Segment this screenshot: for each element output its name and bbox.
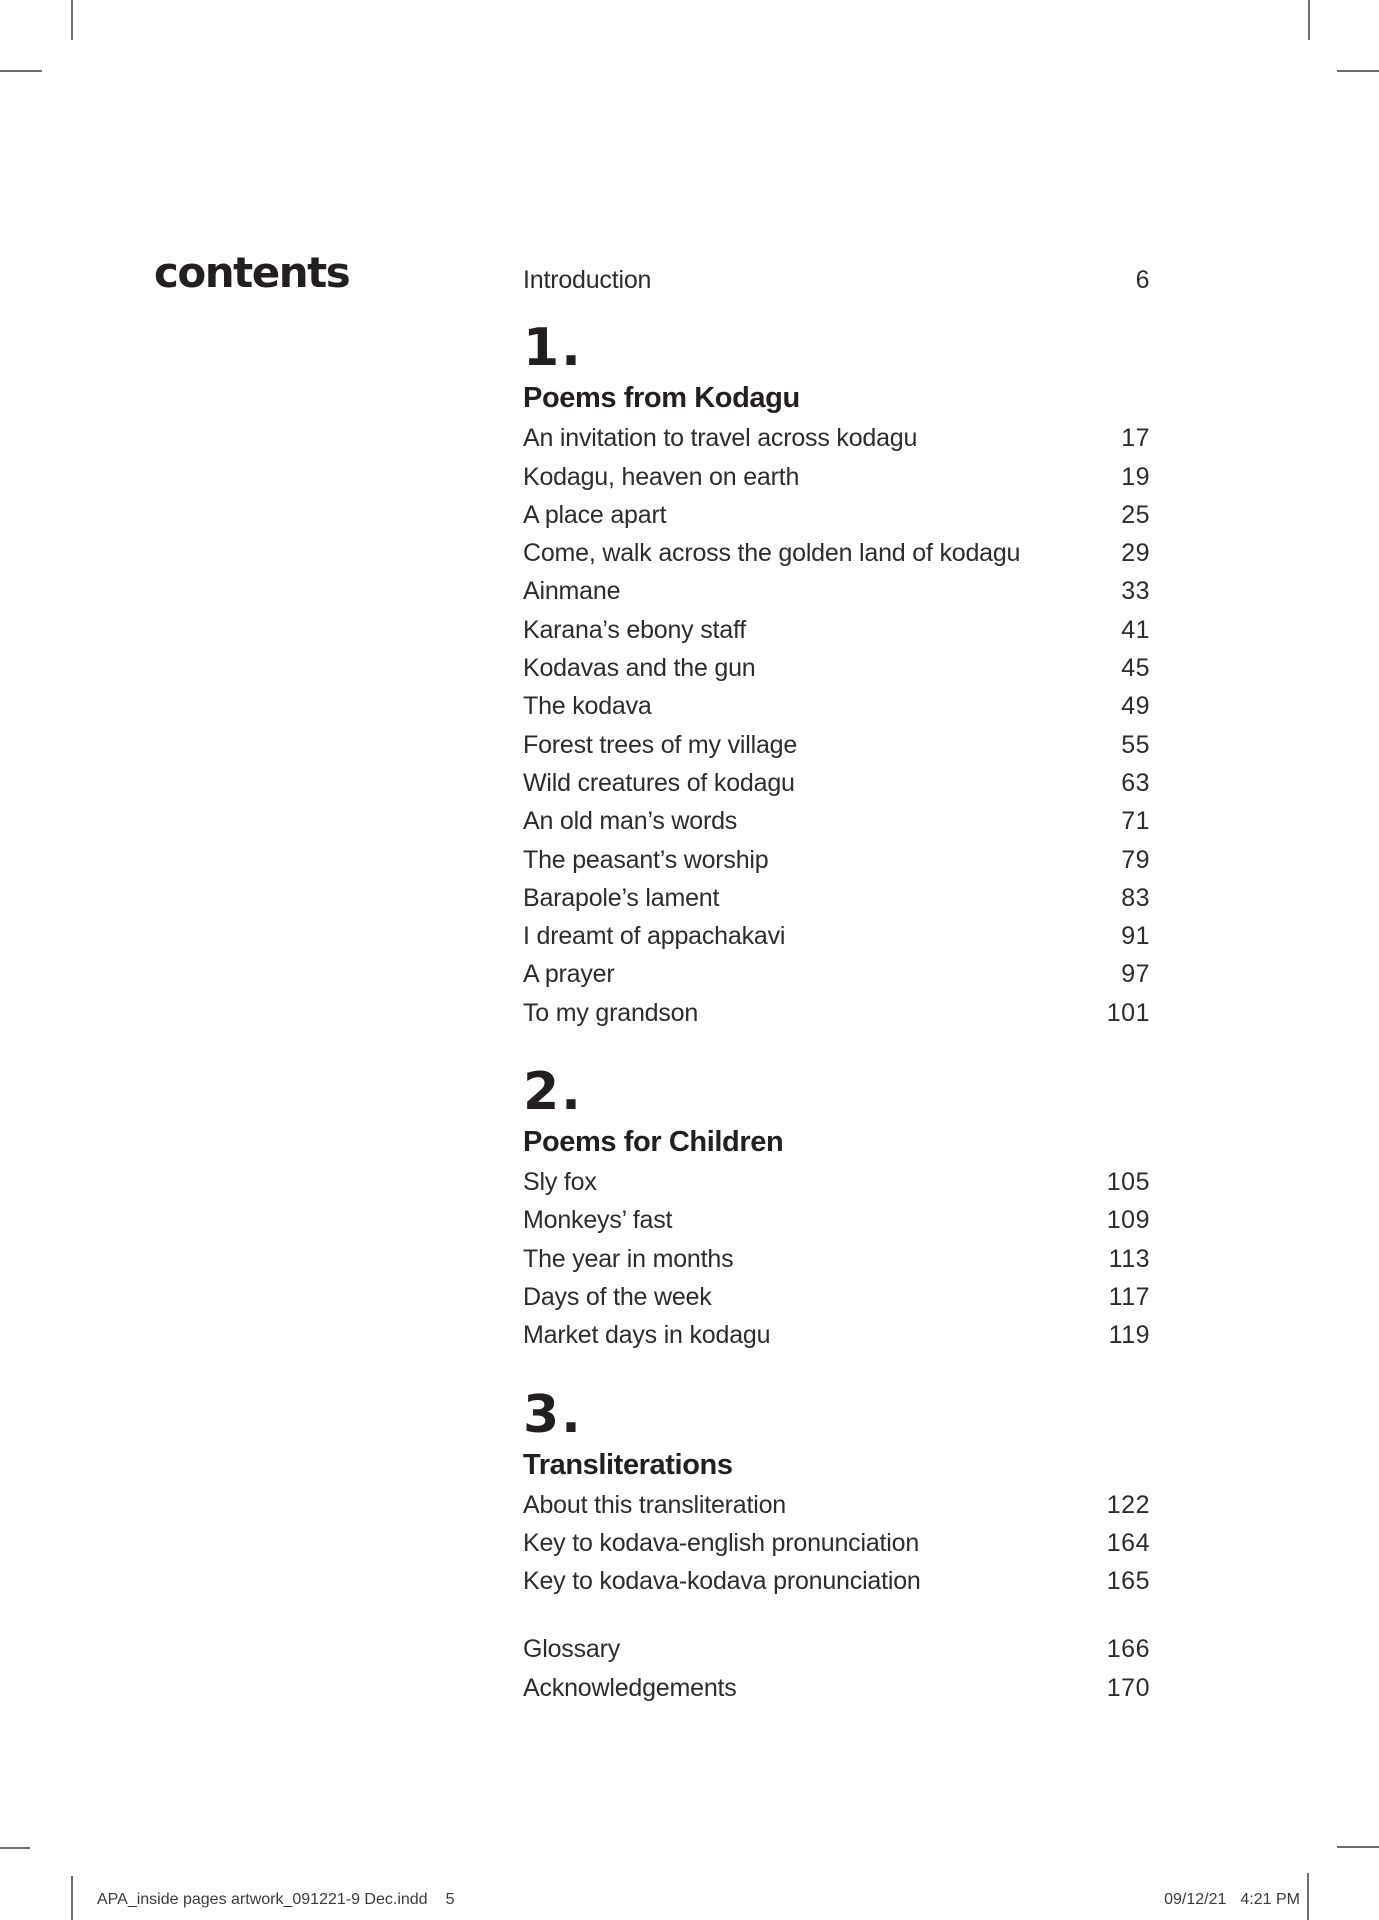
toc-entry-page: 71 (1121, 807, 1150, 836)
toc-entry-title: Sly fox (523, 1168, 597, 1197)
toc-entry-title: Karana’s ebony staff (523, 615, 747, 644)
toc-entry-title: The peasant’s worship (523, 845, 769, 874)
toc-entry (523, 1669, 1150, 1707)
toc-entry (523, 955, 1150, 993)
toc-entry (523, 458, 1150, 496)
toc-entry (523, 1278, 1150, 1316)
toc-entry-page: 165 (1106, 1567, 1150, 1596)
toc-column (523, 261, 1150, 1707)
toc-entry-page: 55 (1121, 730, 1150, 759)
crop-mark-bottom-left-vertical (71, 1876, 73, 1920)
slug-date: 09/12/21 (1164, 1891, 1227, 1908)
toc-entry-title: The year in months (523, 1244, 734, 1273)
toc-section (523, 1630, 1150, 1707)
toc-entry-title: To my grandson (523, 998, 699, 1027)
toc-section (523, 1062, 1150, 1354)
section-number: 3. (523, 1384, 583, 1445)
toc-entry-title: An invitation to travel across kodagu (523, 424, 918, 453)
toc-entry-page: 33 (1121, 577, 1150, 606)
toc-entry-page: 122 (1106, 1490, 1150, 1519)
section-title: Poems for Children (523, 1126, 784, 1159)
toc-entry-title: Glossary (523, 1635, 621, 1664)
toc-entry-title: Ainmane (523, 577, 621, 606)
toc-entry-title: Days of the week (523, 1282, 712, 1311)
toc-entry-title: Come, walk across the golden land of kodagu (523, 539, 1021, 568)
toc-entry-page: 45 (1121, 654, 1150, 683)
toc-entry (523, 611, 1150, 649)
toc-entry-title: About this transliteration (523, 1490, 787, 1519)
page-title: contents (154, 248, 350, 297)
toc-entry-page: 19 (1121, 462, 1150, 491)
toc-entry-title: Forest trees of my village (523, 730, 798, 759)
printer-slug-line (97, 1890, 1300, 1910)
toc-entry (523, 1316, 1150, 1354)
toc-entry (523, 841, 1150, 879)
toc-entry (523, 879, 1150, 917)
slug-right (1164, 1890, 1300, 1910)
toc-entry-title: Acknowledgements (523, 1673, 737, 1702)
slug-file-name: APA_inside pages artwork_091221-9 Dec.indd (97, 1891, 428, 1908)
crop-mark-top-right-vertical (1308, 0, 1310, 40)
toc-entry-introduction (523, 261, 1150, 299)
toc-entry-page: 105 (1106, 1168, 1150, 1197)
toc-entry-title: The kodava (523, 692, 652, 721)
crop-mark-bottom-right-vertical (1307, 1873, 1309, 1920)
toc-entry-title: Kodagu, heaven on earth (523, 462, 800, 491)
toc-entry-page: 49 (1121, 692, 1150, 721)
toc-entry (523, 1240, 1150, 1278)
toc-section (523, 318, 1150, 1032)
toc-entry-page: 109 (1106, 1206, 1150, 1235)
toc-entry (523, 534, 1150, 572)
toc-entry-title: Wild creatures of kodagu (523, 768, 795, 797)
toc-entry-title: Kodavas and the gun (523, 654, 756, 683)
crop-mark-bottom-right-horizontal (1337, 1846, 1379, 1848)
toc-entry-title: Barapole’s lament (523, 883, 720, 912)
toc-entry (523, 802, 1150, 840)
toc-entry-page: 170 (1106, 1673, 1150, 1702)
toc-entry-title: Market days in kodagu (523, 1321, 771, 1350)
toc-entry-title: Monkeys’ fast (523, 1206, 673, 1235)
slug-left (97, 1890, 454, 1910)
toc-entry-page: 91 (1121, 922, 1150, 951)
toc-entry (523, 496, 1150, 534)
toc-entry-title: Key to kodava-english pronunciation (523, 1528, 920, 1557)
toc-entry-page: 166 (1106, 1635, 1150, 1664)
section-title: Poems from Kodagu (523, 382, 800, 415)
toc-entry-title: An old man’s words (523, 807, 738, 836)
crop-mark-top-left-horizontal (0, 70, 42, 72)
section-title: Transliterations (523, 1448, 733, 1481)
toc-section (523, 1384, 1150, 1601)
toc-sections (523, 318, 1150, 1707)
toc-entry-page: 164 (1106, 1528, 1150, 1557)
slug-sheet-number: 5 (445, 1891, 455, 1908)
toc-entry (523, 917, 1150, 955)
toc-entry-title: Introduction (523, 266, 652, 294)
crop-mark-top-right-horizontal (1337, 70, 1379, 72)
toc-entry-page: 25 (1121, 500, 1150, 529)
toc-entry-page: 83 (1121, 883, 1150, 912)
toc-entry-title: A prayer (523, 960, 615, 989)
toc-entry-page: 6 (1135, 266, 1150, 294)
toc-entry-title: I dreamt of appachakavi (523, 922, 786, 951)
toc-entry (523, 994, 1150, 1032)
toc-entry-page: 63 (1121, 768, 1150, 797)
crop-mark-top-left-vertical (71, 0, 73, 40)
toc-entry-page: 79 (1121, 845, 1150, 874)
section-number: 1. (523, 318, 583, 379)
toc-entry-page: 113 (1108, 1244, 1150, 1273)
toc-entry (523, 687, 1150, 725)
toc-entry-page: 97 (1121, 960, 1150, 989)
toc-entry (523, 1201, 1150, 1239)
toc-entry-page: 119 (1108, 1321, 1150, 1350)
toc-entry-title: Key to kodava-kodava pronunciation (523, 1567, 921, 1596)
section-number: 2. (523, 1062, 583, 1123)
toc-entry (523, 1163, 1150, 1201)
toc-entry (523, 1524, 1150, 1562)
toc-entry (523, 1562, 1150, 1600)
toc-entry (523, 1630, 1150, 1668)
toc-entry-page: 41 (1121, 615, 1150, 644)
toc-entry (523, 1486, 1150, 1524)
toc-entry (523, 726, 1150, 764)
toc-entry (523, 764, 1150, 802)
toc-entry (523, 572, 1150, 610)
toc-entry-page: 29 (1121, 539, 1150, 568)
toc-entry-page: 117 (1108, 1282, 1150, 1311)
toc-entry-title: A place apart (523, 500, 667, 529)
slug-time: 4:21 PM (1240, 1891, 1300, 1908)
toc-entry-page: 17 (1121, 424, 1150, 453)
toc-entry (523, 649, 1150, 687)
crop-mark-bottom-left-horizontal (0, 1847, 30, 1849)
toc-entry (523, 419, 1150, 457)
toc-entry-page: 101 (1106, 998, 1150, 1027)
